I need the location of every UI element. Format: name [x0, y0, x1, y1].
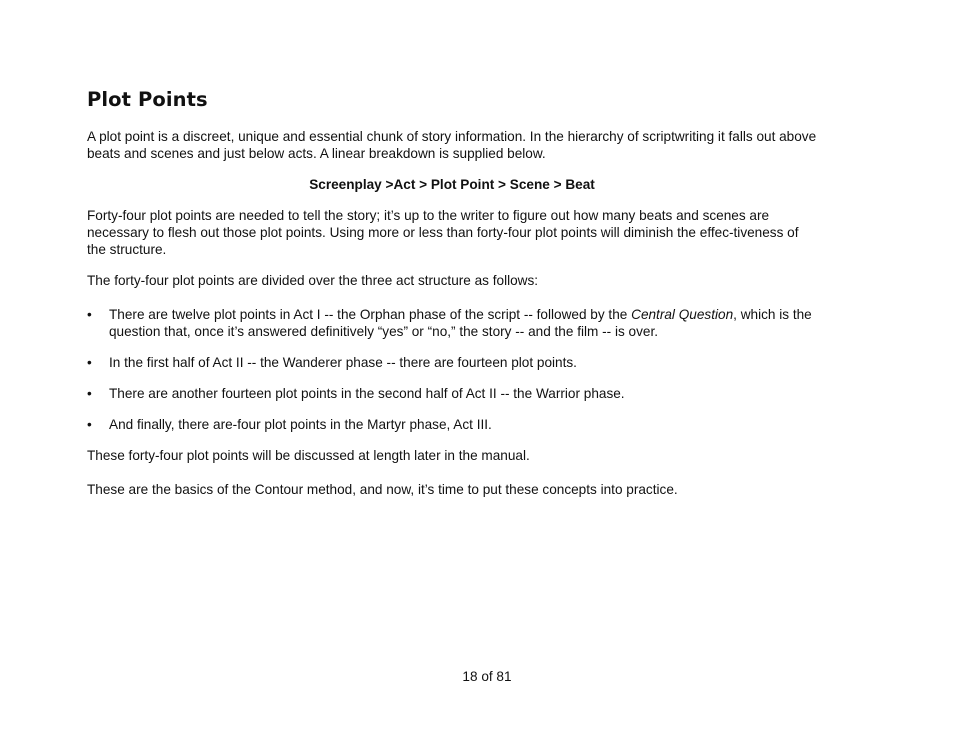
list-item-act-2a [87, 354, 817, 371]
discussed-paragraph: These forty-four plot points will be discussed at length later in the manual. [87, 448, 530, 463]
intro-paragraph: A plot point is a discreet, unique and essential chunk of story information. In the hierarchy of scriptwriting it falls out above beats and scenes and just below acts. A linear breakdown is supplied below. [87, 129, 817, 161]
central-question-term: Central Question [631, 307, 734, 322]
section-heading: Plot Points [87, 88, 208, 111]
list-item-text: There are another fourteen plot points in the second half of Act II -- the Warrior phase. [109, 386, 625, 401]
list-item-text: And finally, there are-four plot points in the Martyr phase, Act III. [109, 417, 492, 432]
closing-paragraph: These are the basics of the Contour method, and now, it’s time to put these concepts into practice. [87, 482, 678, 497]
page-number: 18 of 81 [462, 669, 512, 684]
division-paragraph: The forty-four plot points are divided over the three act structure as follows: [87, 273, 539, 288]
act-breakdown-list [87, 306, 817, 433]
list-item-text-continued: , which is the question that, once it’s answered definitively “yes” or “no,” the story -- and the film -- is over. [109, 307, 812, 339]
bullet-icon: • [87, 307, 92, 322]
bullet-icon: • [87, 417, 92, 432]
document-page [87, 86, 817, 512]
list-item-text: In the first half of Act II -- the Wanderer phase -- there are fourteen plot points. [109, 355, 577, 370]
list-item-text: There are twelve plot points in Act I -- the Orphan phase of the script -- followed by the [109, 307, 632, 322]
list-item-act-1 [87, 306, 817, 340]
bullet-icon: • [87, 386, 92, 401]
list-item-act-3 [87, 416, 817, 433]
count-paragraph: Forty-four plot points are needed to tell the story; it’s up to the writer to figure out how many beats and scenes are necessary to flesh out those plot points. Using more or less than forty-four plot points will diminish the effec-tiveness of the structure. [87, 208, 799, 257]
bullet-icon: • [87, 355, 92, 370]
list-item-act-2b [87, 385, 817, 402]
hierarchy-line: Screenplay >Act > Plot Point > Scene > Beat [309, 177, 595, 192]
